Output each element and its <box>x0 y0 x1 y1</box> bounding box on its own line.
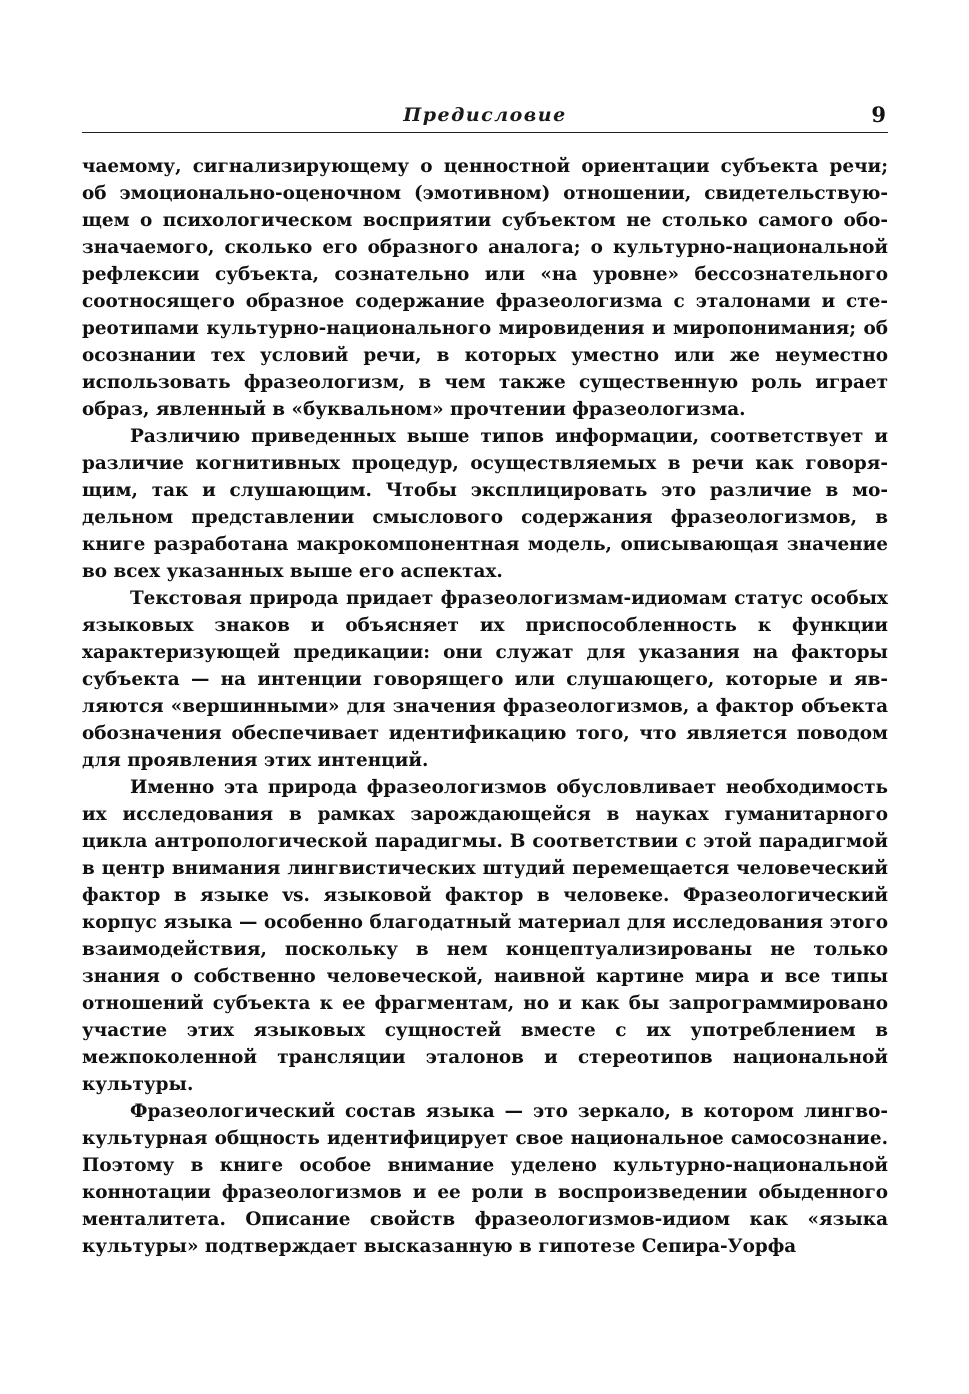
paragraph-1: чаемому, сигнализирующему о ценностной ориентации субъекта речи; об эмоционально-оценочном (эмотивном) отношении, свидетельствующем о психологическом восприятии субъектом не столько самого обозначаемого, сколько его образного аналога; о культурно-национальной рефлексии субъекта, сознательно или «на уровне» бессознательного соотносящего образное содержание фразеологизма с эталонами и стереотипами культурно-национального мировидения и миропонимания; об осознании тех условий речи, в которых уместно или же неуместно использовать фразеологизм, в чем также существенную роль играет образ, явленный в «буквальном» прочтении фразеологизма. <box>82 156 888 420</box>
paragraph-4: Именно эта природа фразеологизмов обусловливает необходимость их исследования в рамках зарождающейся в науках гуманитарного цикла антропологической парадигмы. В соответствии с этой парадигмой в центр внимания лингвистических штудий перемещается человеческий фактор в языке vs. языковой фактор в человеке. Фразеологический корпус языка — особенно благодатный материал для исследования этого взаимодействия, поскольку в нем концептуализированы не только знания о собственно человеческой, наивной картине мира и все типы отношений субъекта к ее фрагментам, но и как бы запрограммировано участие этих языковых сущностей вместе с их употреблением в межпоколенной трансляции эталонов и стереотипов национальной культуры. <box>82 777 888 1095</box>
paragraph-5: Фразеологический состав языка — это зеркало, в котором лингвокультурная общность идентифицирует свое национальное самосознание. Поэтому в книге особое внимание уделено культурно-национальной коннотации фразеологизмов и ее роли в воспроизведении обыденного менталитета. Описание свойств фразеологизмов-идиом как «языка культуры» подтверждает высказанную в гипотезе Сепира-Уорфа <box>82 1101 888 1257</box>
book-page <box>82 96 888 1260</box>
paragraph-3: Текстовая природа придает фразеологизмам-идиомам статус особых языковых знаков и объясняет их приспособленность к функции характеризующей предикации: они служат для указания на факторы субъекта — на интенции говорящего или слушающего, которые и являются «вершинными» для значения фразеологизмов, а фактор объекта обозначения обеспечивает идентификацию того, что является поводом для проявления этих интенций. <box>82 588 888 771</box>
body-text <box>82 153 888 1260</box>
running-head-title: Предисловие <box>403 104 567 126</box>
paragraph-2: Различию приведенных выше типов информации, соответствует и различие когнитивных процедур, осуществляемых в речи как говорящим, так и слушающим. Чтобы эксплицировать это различие в модельном представлении смыслового содержания фразеологизмов, в книге разработана макрокомпонентная модель, описывающая значение во всех указанных выше его аспектах. <box>82 426 888 582</box>
running-head <box>82 96 888 133</box>
page-number: 9 <box>871 102 886 127</box>
